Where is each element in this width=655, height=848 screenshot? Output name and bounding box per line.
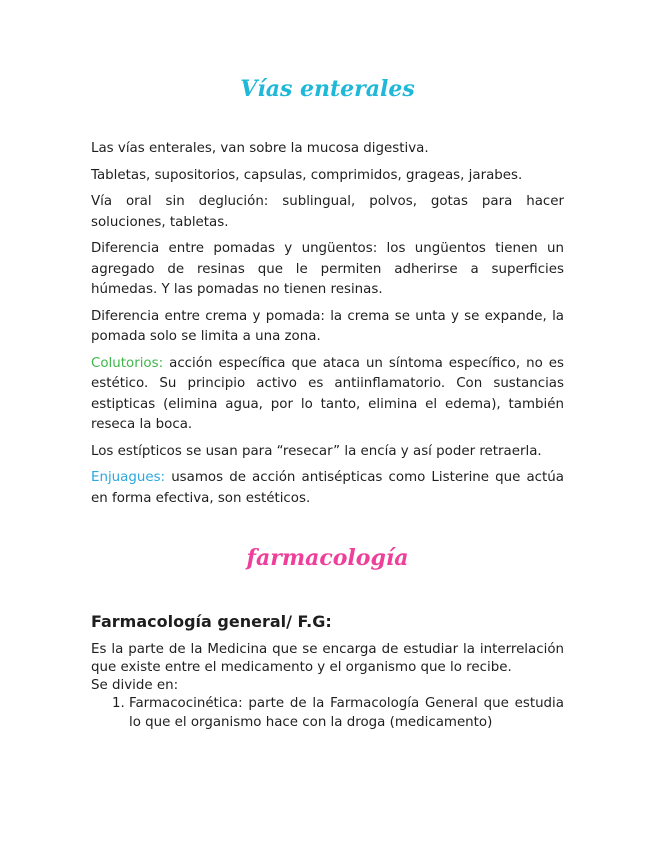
paragraph: Diferencia entre pomadas y ungüentos: los ungüentos tienen un agregado de resinas que le permiten adherirse a superficies húmedas. Y las pomadas no tienen resinas.	[91, 241, 564, 297]
paragraph-text: acción específica que ataca un síntoma específico, no es estético. Su principio activo es antiinflamatorio. Con sustancias estipticas (elimina agua, por lo tanto, elimina el edema), también reseca la boca.	[91, 355, 564, 432]
paragraph: Es la parte de la Medicina que se encarga de estudiar la interrelación que existe entre el medicamento y el organismo que lo recibe.	[91, 642, 564, 675]
term-colutorios: Colutorios:	[91, 355, 164, 371]
paragraph-colutorios	[91, 354, 564, 436]
numbered-list	[91, 695, 564, 732]
section-title-vias-enterales: Vías enterales	[240, 76, 415, 102]
list-item: 1. Farmacocinética: parte de la Farmacología General que estudia lo que el organismo hace con la droga (medicamento)	[129, 695, 564, 732]
paragraph: Vía oral sin deglución: sublingual, polvos, gotas para hacer soluciones, tabletas.	[91, 194, 564, 230]
paragraph-enjuagues	[91, 468, 564, 509]
subheading-farmacologia-general: Farmacología general/ F.G:	[91, 612, 332, 631]
paragraph: Se divide en:	[91, 678, 179, 693]
section-farmacologia-body	[91, 641, 564, 732]
term-enjuagues: Enjuagues:	[91, 470, 166, 485]
paragraph: Las vías enterales, van sobre la mucosa digestiva.	[91, 141, 429, 156]
section-title-farmacologia: farmacología	[246, 545, 409, 571]
section-vias-enterales-body	[91, 139, 564, 515]
paragraph-text: usamos de acción antisépticas como Listerine que actúa en forma efectiva, son estéticos.	[91, 470, 564, 506]
paragraph: Tabletas, supositorios, capsulas, comprimidos, grageas, jarabes.	[91, 167, 523, 183]
paragraph: Diferencia entre crema y pomada: la crema se unta y se expande, la pomada solo se limita a una zona.	[91, 308, 564, 344]
paragraph: Los estípticos se usan para “resecar” la encía y así poder retraerla.	[91, 443, 542, 459]
